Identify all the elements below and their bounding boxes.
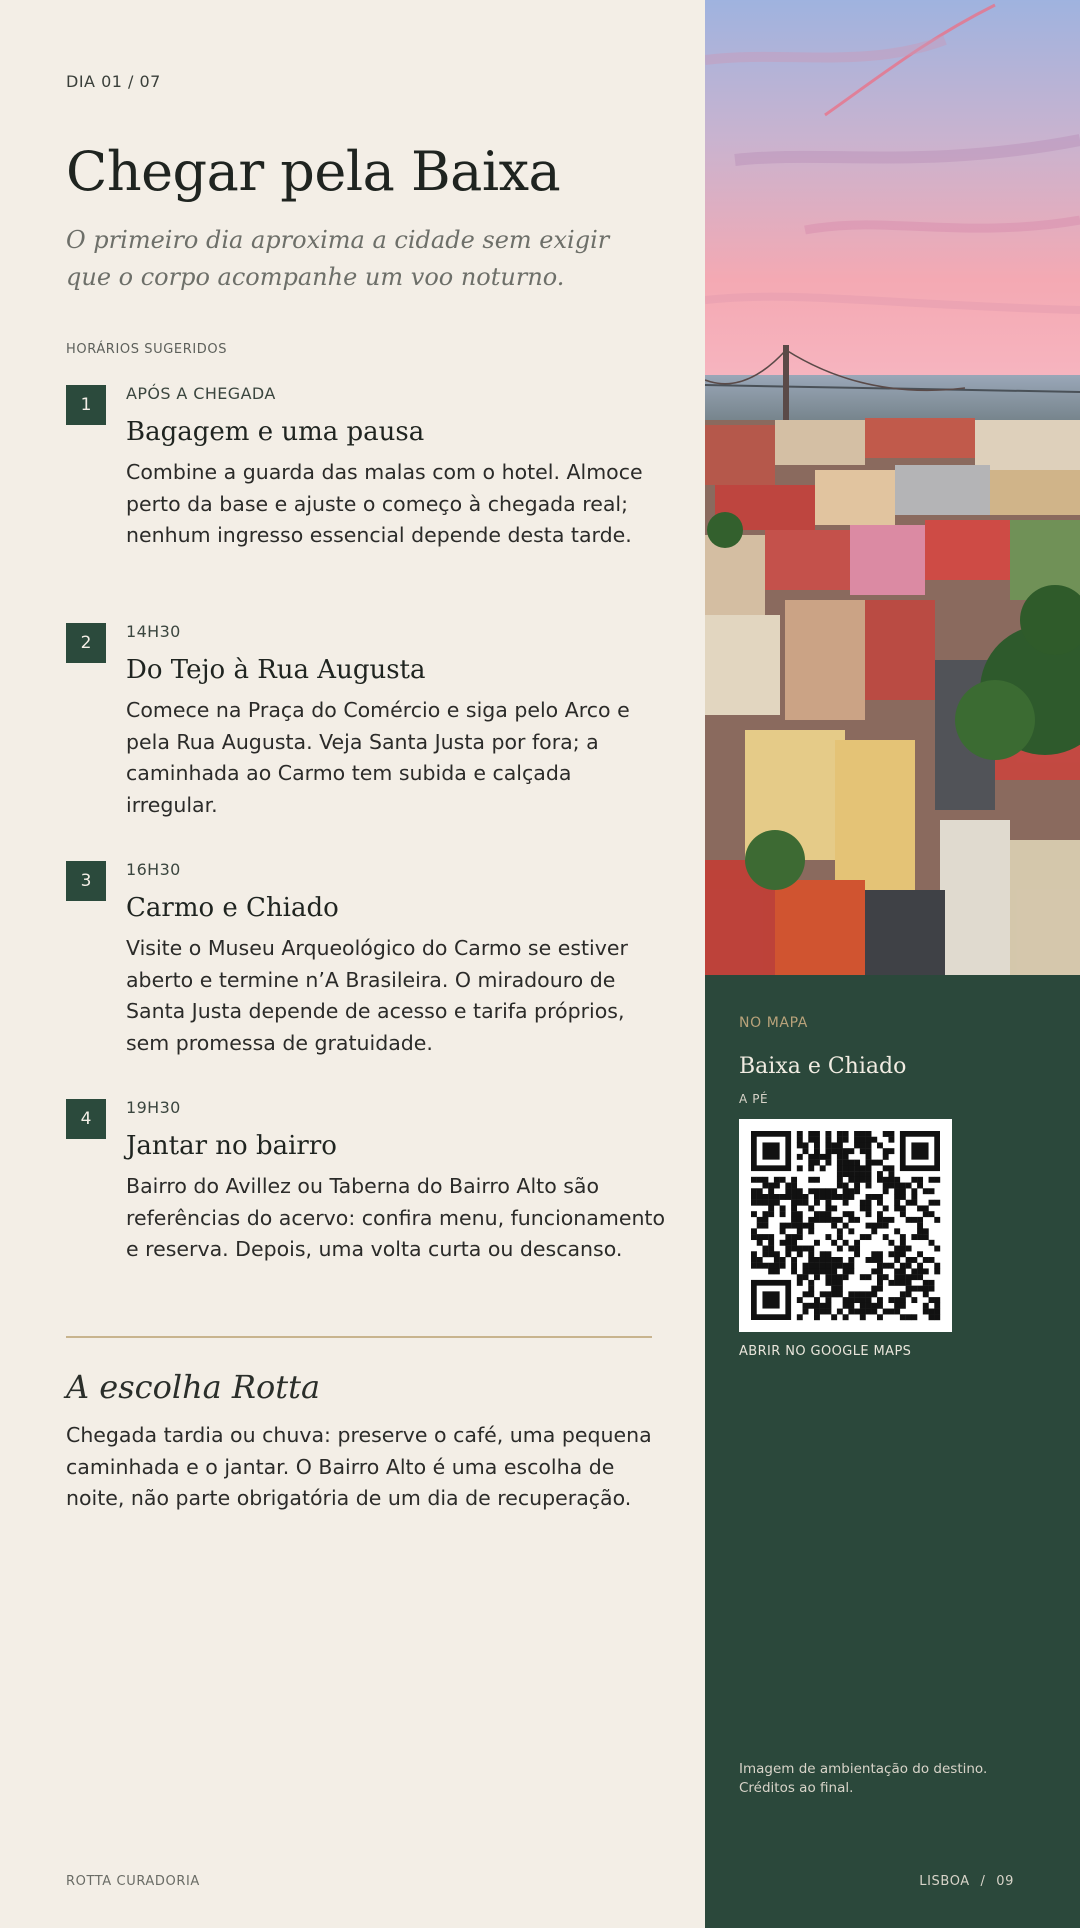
map-label: NO MAPA — [739, 1015, 808, 1031]
schedule-item-text: Visite o Museu Arqueológico do Carmo se estiver aberto e termine n’A Brasileira. O miradouro de Santa Justa depende de acesso e tarifa próprios, sem promessa de gratuidade. — [126, 936, 628, 1055]
schedule-item-title: Bagagem e uma pausa — [126, 417, 425, 447]
schedule-item-time: 16H30 — [126, 860, 181, 879]
destination-photo — [705, 0, 1080, 975]
section-divider — [66, 1336, 652, 1338]
schedule-item — [66, 623, 652, 861]
schedule-label: HORÁRIOS SUGERIDOS — [66, 342, 228, 357]
footer-city: LISBOA — [919, 1874, 970, 1889]
schedule-item-body — [126, 861, 666, 1059]
day-label: DIA 01 / 07 — [66, 72, 161, 91]
schedule-item-text: Combine a guarda das malas com o hotel. Almoce perto da base e ajuste o começo à chegada real; nenhum ingresso essencial depende desta tarde. — [126, 460, 643, 547]
footer-separator: / — [980, 1874, 986, 1889]
schedule-list — [66, 384, 666, 1337]
schedule-item-text: Bairro do Avillez ou Taberna do Bairro Alto são referências do acervo: confira menu, funcionamento e reserva. Depois, uma volta curta ou descanso. — [126, 1174, 666, 1261]
schedule-item-time: 19H30 — [126, 1098, 181, 1117]
choice-title: A escolha Rotta — [66, 1368, 321, 1406]
footer-brand: ROTTA CURADORIA — [66, 1874, 200, 1889]
schedule-item-time: 14H30 — [126, 622, 181, 641]
footer-page-number: 09 — [996, 1874, 1014, 1889]
choice-text: Chegada tardia ou chuva: preserve o café, uma pequena caminhada e o jantar. O Bairro Alto é uma escolha de noite, não parte obrigatória de um dia de recuperação. — [66, 1423, 652, 1510]
schedule-item-title: Carmo e Chiado — [126, 893, 339, 923]
step-number-badge: 1 — [66, 385, 106, 425]
schedule-item-title: Jantar no bairro — [126, 1131, 337, 1161]
schedule-item-body — [126, 1099, 666, 1266]
schedule-item-text: Comece na Praça do Comércio e siga pelo Arco e pela Rua Augusta. Veja Santa Justa por fora; a caminhada ao Carmo tem subida e calçada irregular. — [126, 698, 630, 817]
schedule-item-time: APÓS A CHEGADA — [126, 384, 276, 403]
qr-code-graphic — [739, 1119, 952, 1332]
open-google-maps-link[interactable]: ABRIR NO GOOGLE MAPS — [739, 1344, 912, 1359]
map-title: Baixa e Chiado — [739, 1054, 907, 1079]
step-number-badge: 2 — [66, 623, 106, 663]
schedule-item-body — [126, 385, 666, 552]
schedule-item — [66, 385, 652, 623]
step-number-badge: 4 — [66, 1099, 106, 1139]
map-mode: A PÉ — [739, 1092, 769, 1106]
schedule-item-title: Do Tejo à Rua Augusta — [126, 655, 426, 685]
schedule-item-body — [126, 623, 666, 821]
qr-code[interactable] — [739, 1119, 952, 1332]
schedule-item — [66, 861, 652, 1099]
photo-credit: Imagem de ambientação do destino. Créditos ao final. — [739, 1761, 988, 1796]
step-number-badge: 3 — [66, 861, 106, 901]
schedule-item — [66, 1098, 666, 1337]
page-subtitle: O primeiro dia aproxima a cidade sem exigir que o corpo acompanhe um voo noturno. — [66, 226, 610, 291]
footer-page — [919, 1874, 1014, 1889]
page-title: Chegar pela Baixa — [66, 140, 561, 203]
sidebar-panel — [705, 0, 1080, 1928]
